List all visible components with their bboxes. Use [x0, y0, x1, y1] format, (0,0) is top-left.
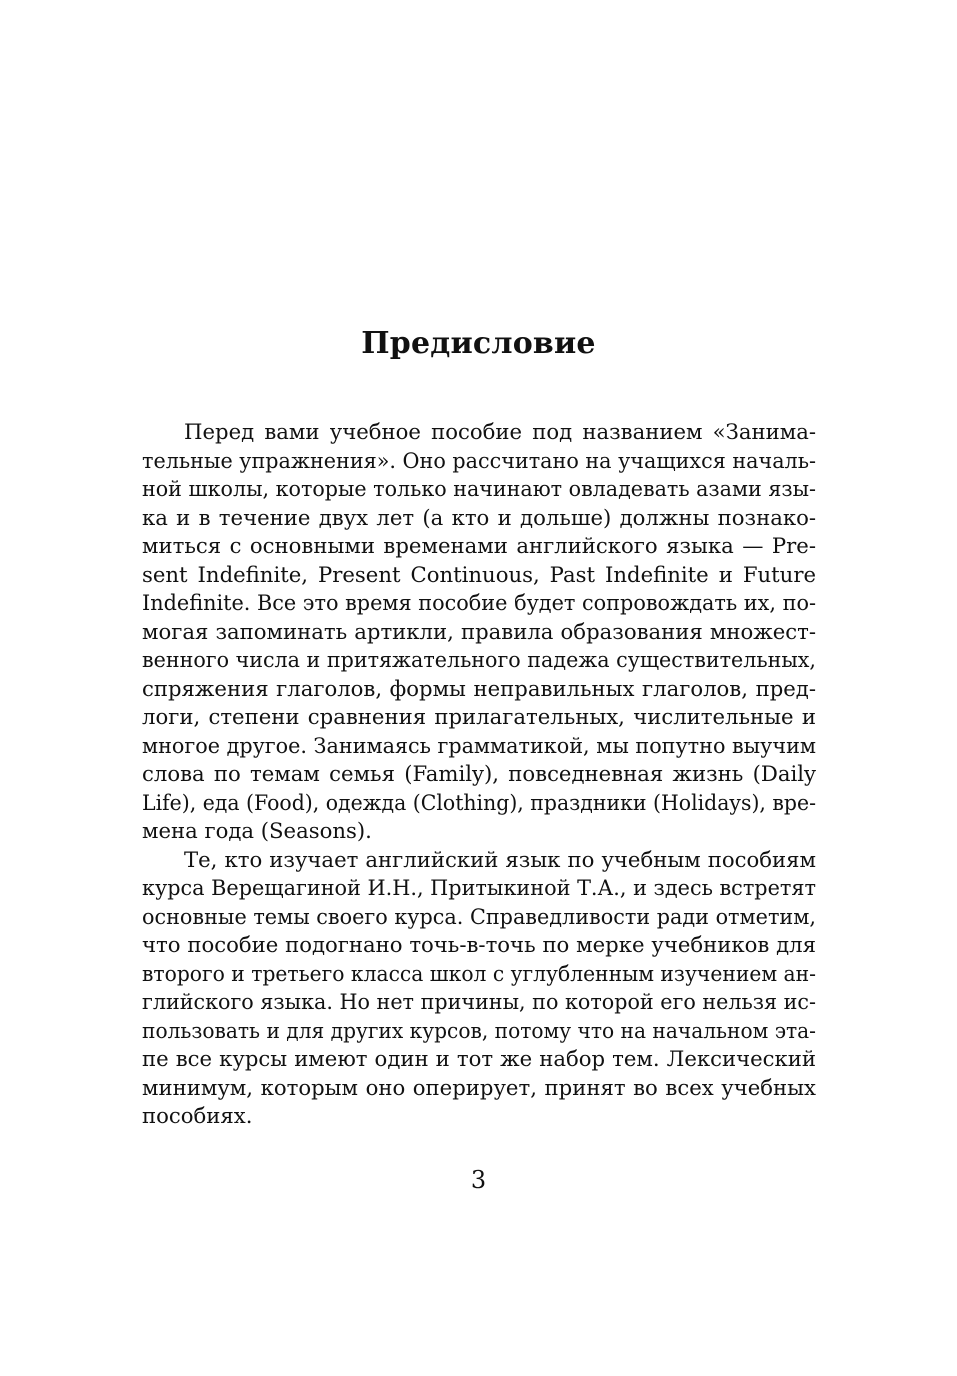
paragraph-line: тельные упражнения». Оно рассчитано на учащихся началь- — [142, 447, 816, 473]
paragraph-line: венного числа и притяжательного падежа существительных, — [142, 647, 816, 672]
paragraph-line: пособиях. — [142, 1103, 253, 1128]
paragraph-line: ка и в течение двух лет (а кто и дольше) должны познако- — [142, 504, 816, 530]
paragraph-line: sent Indefinite, Present Continuous, Past Indefinite и Future — [142, 561, 816, 587]
page-title: Предисловие — [361, 326, 596, 361]
paragraph-line: курса Верещагиной И.Н., Притыкиной Т.А., и здесь встретят — [142, 875, 816, 900]
paragraph-line: пе все курсы имеют один и тот же набор тем. Лексический — [142, 1046, 816, 1071]
paragraph-line: логи, степени сравнения прилагательных, числительные и — [142, 704, 816, 729]
paragraph-line: Indefinite. Все это время пособие будет сопровождать их, по- — [142, 590, 816, 615]
paragraph-1 — [142, 418, 816, 846]
paragraph-line: глийского языка. Но нет причины, по которой его нельзя ис- — [142, 989, 816, 1014]
paragraph-line: многое другое. Занимаясь грамматикой, мы попутно выучим — [142, 732, 816, 758]
paragraph-line: миться с основными временами английского языка — Pre- — [142, 533, 816, 558]
paragraph-line: слова по темам семья (Family), повседневная жизнь (Daily — [142, 761, 816, 786]
paragraph-line: могая запоминать артикли, правила образования множест- — [142, 618, 816, 644]
paragraph-line: минимум, которым оно оперирует, принят во всех учебных — [142, 1074, 816, 1100]
paragraph-line: спряжения глаголов, формы неправильных глаголов, пред- — [142, 675, 816, 701]
paragraph-line: Те, кто изучает английский язык по учебным пособиям — [184, 846, 816, 872]
body-text — [142, 418, 816, 1131]
paragraph-line: пользовать и для других курсов, потому что на начальном эта- — [142, 1017, 816, 1043]
paragraph-line: второго и третьего класса школ с углубленным изучением ан- — [142, 960, 816, 986]
paragraph-2 — [142, 846, 816, 1131]
page-number: 3 — [470, 1166, 487, 1194]
paragraph-line: мена года (Seasons). — [142, 818, 372, 843]
paragraph-line: что пособие подогнано точь-в-точь по мерке учебников для — [142, 932, 816, 957]
paragraph-line: основные темы своего курса. Справедливости ради отметим, — [142, 903, 816, 929]
paragraph-line: ной школы, которые только начинают овладевать азами язы- — [142, 476, 816, 501]
paragraph-line: Перед вами учебное пособие под названием «Занима- — [184, 419, 816, 444]
paragraph-line: Life), еда (Food), одежда (Clothing), праздники (Holidays), вре- — [142, 789, 816, 815]
